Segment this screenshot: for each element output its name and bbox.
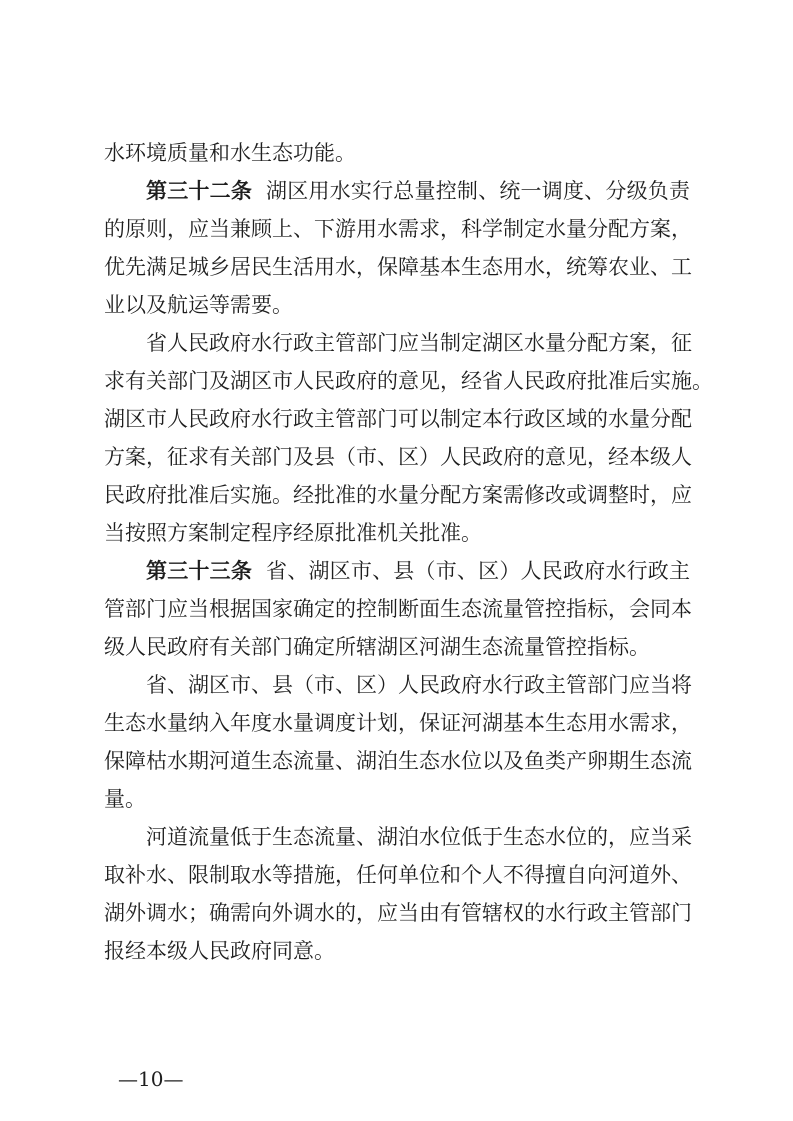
- text-line: 方案，征求有关部门及县（市、区）人民政府的意见，经本级人: [104, 445, 692, 469]
- document-body: [104, 134, 713, 970]
- text-line: 湖区市人民政府水行政主管部门可以制定本行政区域的水量分配: [104, 407, 692, 431]
- text-line: 报经本级人民政府同意。: [104, 939, 335, 963]
- article-number: 第三十二条: [146, 179, 253, 203]
- paragraph-start-line: 省、湖区市、县（市、区）人民政府水行政主管部门应当将: [146, 673, 692, 697]
- text-line: 求有关部门及湖区市人民政府的意见，经省人民政府批准后实施。: [104, 369, 713, 393]
- text-line: 级人民政府有关部门确定所辖湖区河湖生态流量管控指标。: [104, 635, 650, 659]
- text-line: 水环境质量和水生态功能。: [104, 141, 356, 165]
- text-line: 优先满足城乡居民生活用水，保障基本生态用水，统筹农业、工: [104, 255, 692, 279]
- text-line: 生态水量纳入年度水量调度计划，保证河湖基本生态用水需求，: [104, 711, 692, 735]
- text-line: 保障枯水期河道生态流量、湖泊生态水位以及鱼类产卵期生态流: [104, 749, 692, 773]
- article-33-heading-line: 第三十三条 省、湖区市、县（市、区）人民政府水行政主: [146, 559, 691, 583]
- page-number: —10—: [118, 1067, 184, 1091]
- paragraph-start-line: 省人民政府水行政主管部门应当制定湖区水量分配方案，征: [146, 331, 692, 355]
- article-number: 第三十三条: [146, 559, 253, 583]
- text-line: 当按照方案制定程序经原批准机关批准。: [104, 521, 482, 545]
- text-line: 民政府批准后实施。经批准的水量分配方案需修改或调整时，应: [104, 483, 692, 507]
- text-line: 的原则，应当兼顾上、下游用水需求，科学制定水量分配方案，: [104, 217, 692, 241]
- paragraph-start-line: 河道流量低于生态流量、湖泊水位低于生态水位的，应当采: [146, 825, 692, 849]
- article-32-heading-line: 第三十二条 湖区用水实行总量控制、统一调度、分级负责: [146, 179, 691, 203]
- text-line: 管部门应当根据国家确定的控制断面生态流量管控指标，会同本: [104, 597, 692, 621]
- text-line: 湖外调水；确需向外调水的，应当由有管辖权的水行政主管部门: [104, 901, 692, 925]
- text-line: 量。: [104, 787, 146, 811]
- text-line: 业以及航运等需要。: [104, 293, 293, 317]
- text-line: 取补水、限制取水等措施，任何单位和个人不得擅自向河道外、: [104, 863, 692, 887]
